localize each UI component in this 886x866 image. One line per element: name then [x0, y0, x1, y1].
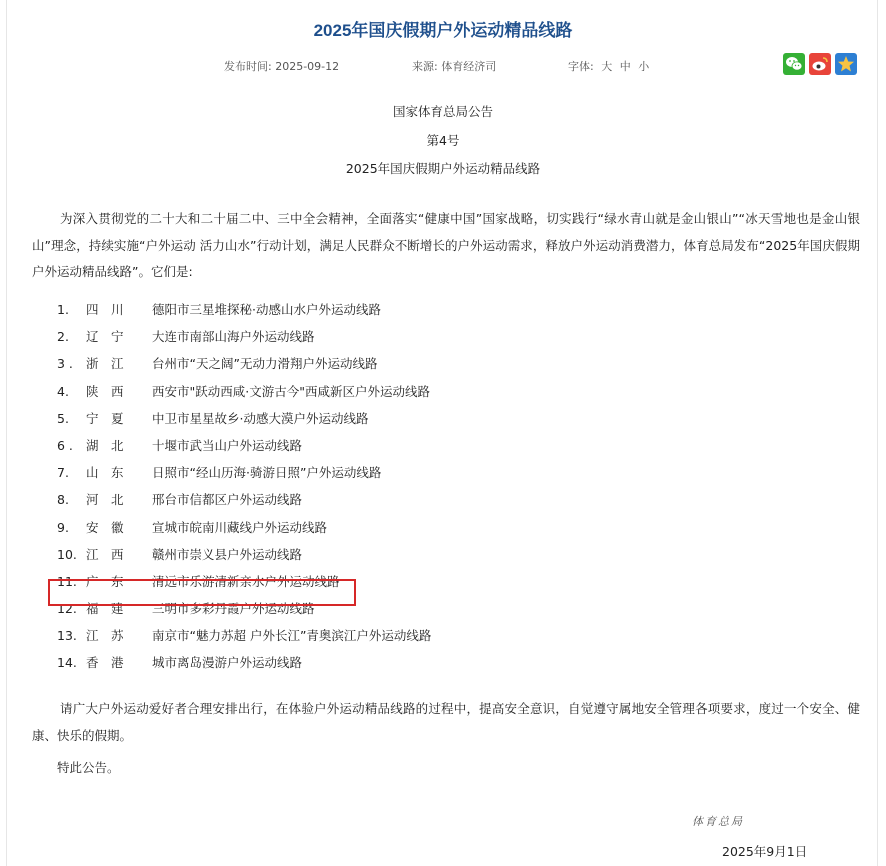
route-name: 邢台市信都区户外运动线路 — [152, 492, 303, 508]
route-province: 福 建 — [86, 601, 124, 617]
route-list-item — [57, 514, 431, 541]
route-name: 南京市“魅力苏超 户外长江”青奥滨江户外运动线路 — [152, 628, 432, 644]
route-number: 9. — [57, 519, 69, 535]
route-number: 6 . — [57, 437, 73, 453]
route-list-item — [57, 486, 431, 513]
route-province: 广 东 — [86, 573, 124, 589]
route-list-item — [57, 350, 431, 377]
font-size-control — [568, 58, 649, 74]
route-name: 中卫市星星故乡·动感大漠户外运动线路 — [152, 410, 369, 426]
route-list-item — [57, 459, 431, 486]
route-province: 安 徽 — [86, 519, 124, 535]
route-province: 陕 西 — [86, 383, 124, 399]
route-province: 辽 宁 — [86, 329, 124, 345]
issuer-line: 国家体育总局公告 — [392, 104, 493, 119]
highlight-box — [48, 579, 356, 606]
route-number: 1. — [57, 302, 69, 317]
font-size-label: 字体: — [568, 60, 594, 73]
route-list-item — [57, 323, 431, 350]
source-label: 来源: 体育经济司 — [412, 60, 497, 73]
route-province: 浙 江 — [86, 356, 124, 372]
route-number: 14. — [57, 655, 77, 671]
intro-paragraph: 为深入贯彻党的二十大和二十届二中、三中全会精神，全面落实“健康中国”国家战略，切实践行“绿水青山就是金山银山”“冰天雪地也是金山银山”理念，持续实施“户外运动 活力山水”行动计划，满足人民群众不断增长的户外运动需求，释放户外运动消费潜力，体育总局发布“2025年国庆假期户外运动精品线路”。它们是: — [32, 211, 860, 279]
route-name: 宣城市皖南川藏线户外运动线路 — [152, 519, 328, 535]
route-name: 城市离岛漫游户外运动线路 — [152, 655, 303, 671]
route-name: 十堰市武当山户外运动线路 — [152, 437, 303, 453]
route-number: 10. — [57, 546, 77, 562]
route-number: 8. — [57, 492, 69, 508]
route-name: 日照市“经山历海·骑游日照”户外运动线路 — [152, 465, 382, 481]
favorite-star-icon[interactable] — [835, 53, 857, 75]
route-province: 江 苏 — [86, 628, 124, 644]
article-title: 2025年国庆假期户外运动精品线路 — [313, 21, 573, 40]
route-number: 7. — [57, 465, 69, 481]
announcement-subject: 2025年国庆假期户外运动精品线路 — [345, 161, 541, 176]
route-list-item — [57, 432, 431, 459]
route-province: 宁 夏 — [86, 410, 124, 426]
route-number: 5. — [57, 410, 69, 426]
route-name: 清远市乐游清新亲水户外运动线路 — [152, 573, 340, 589]
route-list-item — [57, 405, 431, 432]
font-size-large-button[interactable]: 大 — [601, 60, 613, 73]
route-list-item — [57, 541, 431, 568]
publish-date: 发布时间: 2025-09-12 — [224, 60, 340, 73]
route-name: 德阳市三星堆探秘·动感山水户外运动线路 — [152, 302, 381, 317]
route-province: 四 川 — [86, 302, 124, 317]
route-name: 西安市"跃动西咸·文游古今"西咸新区户外运动线路 — [152, 383, 430, 399]
advice-paragraph: 请广大户外运动爱好者合理安排出行，在体验户外运动精品线路的过程中，提高安全意识，自觉遵守属地安全管理各项要求，度过一个安全、健康、快乐的假期。 — [32, 701, 860, 743]
wechat-icon[interactable] — [783, 53, 805, 75]
route-number: 12. — [57, 601, 77, 617]
route-name: 三明市多彩丹霞户外运动线路 — [152, 601, 315, 617]
route-list-item — [57, 622, 431, 649]
route-name: 赣州市崇义县户外运动线路 — [152, 546, 303, 562]
share-bar — [783, 53, 857, 75]
route-province: 香 港 — [86, 655, 124, 671]
route-number: 13. — [57, 628, 77, 644]
route-province: 湖 北 — [86, 437, 124, 453]
route-province: 河 北 — [86, 492, 124, 508]
route-province: 江 西 — [86, 546, 124, 562]
route-name: 大连市南部山海户外运动线路 — [152, 329, 315, 345]
route-number: 2. — [57, 329, 69, 345]
route-list-item — [57, 378, 431, 405]
route-list — [57, 296, 431, 677]
sign-date: 2025年9月1日 — [722, 844, 808, 859]
route-name: 台州市“天之阔”无动力滑翔户外运动线路 — [152, 356, 378, 372]
route-number: 4. — [57, 383, 69, 399]
route-number: 11. — [57, 573, 77, 589]
font-size-small-button[interactable]: 小 — [638, 60, 650, 73]
closing-line: 特此公告。 — [57, 760, 120, 775]
route-list-item — [57, 296, 431, 323]
route-province: 山 东 — [86, 465, 124, 481]
signature: 体育总局 — [692, 815, 744, 828]
announcement-number: 第4号 — [426, 133, 460, 148]
route-number: 3 . — [57, 356, 73, 372]
weibo-icon[interactable] — [809, 53, 831, 75]
font-size-medium-button[interactable]: 中 — [619, 60, 631, 73]
route-list-item — [57, 649, 431, 676]
